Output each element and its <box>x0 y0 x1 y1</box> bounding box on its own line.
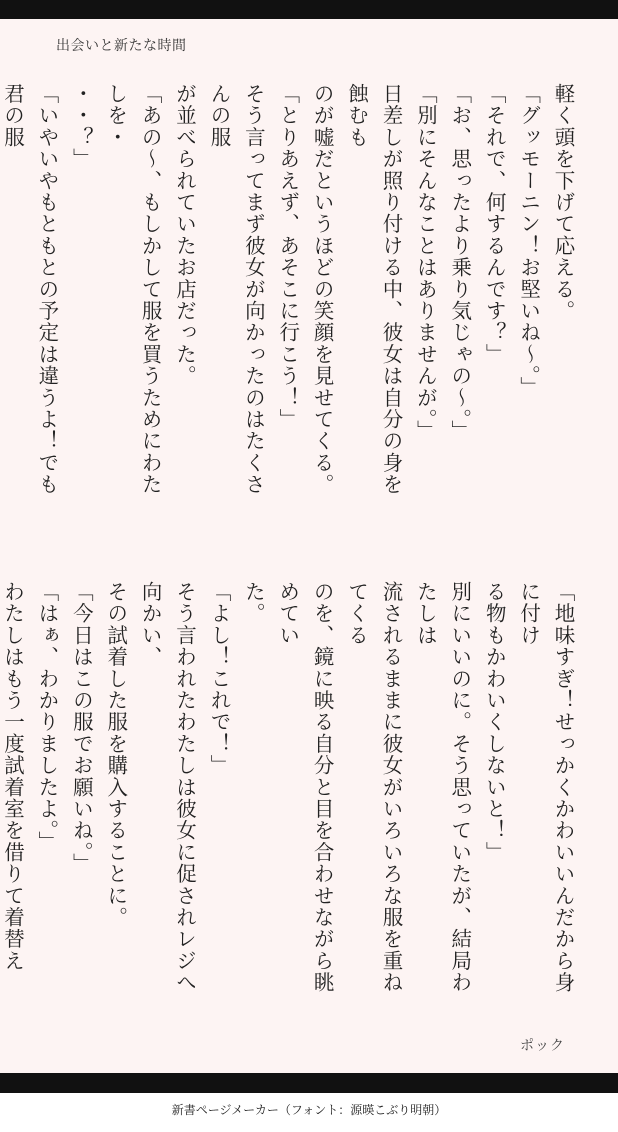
text-column-bottom <box>0 581 580 997</box>
text-line: 「グッモーニン！お堅いね～。」 <box>516 83 541 399</box>
text-line: そう言ってまず彼女が向かったのはたくさんの服 <box>206 83 266 496</box>
text-line: 「いやいやもともとの予定は違うよ！でも君の服 <box>0 83 59 496</box>
text-column-top <box>0 83 580 503</box>
book-page <box>0 19 618 1073</box>
text-line: 流されるままに彼女がいろいろな服を重ねてくる <box>344 581 403 994</box>
generator-credit: 新書ページメーカー（フォント：源暎こぶり明朝） <box>171 1103 447 1117</box>
text-line: 「今日はこの服でお願いね。」 <box>69 581 94 875</box>
text-line: 日差しが照り付ける中、彼女は自分の身を蝕むも <box>344 83 403 496</box>
text-line: そう言われたわたしは彼女に促されレジへ向かい、 <box>138 581 197 994</box>
text-line: た。 <box>241 581 266 625</box>
text-line: 「地味すぎ！せっかくかわいいんだから身に付け <box>516 581 575 994</box>
text-line: が並べられていたお店だった。 <box>172 83 197 387</box>
text-line: 軽く頭を下げて応える。 <box>551 83 575 322</box>
author-name: ポック <box>520 1038 565 1054</box>
text-line: わたしはもう一度試着室を借りて着替え <box>0 581 25 972</box>
text-line: その試着した服を購入することに。 <box>103 581 128 929</box>
text-line: る物もかわいくしないと！」 <box>482 581 507 864</box>
text-line: 「よし！これで！」 <box>206 581 231 777</box>
text-line: 別にいいのに。そう思っていたが、結局わたしは <box>413 581 472 994</box>
chapter-title: 出会いと新たな時間 <box>56 38 187 54</box>
text-line: のが嘘だというほどの笑顔を見せてくる。 <box>310 83 335 496</box>
text-line: 「それで、何するんです？」 <box>482 83 507 366</box>
bottom-black-bar <box>0 1073 618 1093</box>
top-black-bar <box>0 0 618 19</box>
text-line: 「はぁ、わかりましたよ。」 <box>34 581 59 853</box>
text-line: 「あの～、もしかして服を買うためにわたしを・ <box>103 83 163 496</box>
text-line: 「お、思ったより乗り気じゃの～。」 <box>447 83 472 442</box>
text-line: 「とりあえず、あそこに行こう！」 <box>275 83 300 431</box>
text-line: のを、鏡に映る自分と目を合わせながら眺めてい <box>275 581 335 994</box>
text-line: 「別にそんなことはありませんが。」 <box>413 83 438 442</box>
text-line: ・・？」 <box>69 83 94 170</box>
